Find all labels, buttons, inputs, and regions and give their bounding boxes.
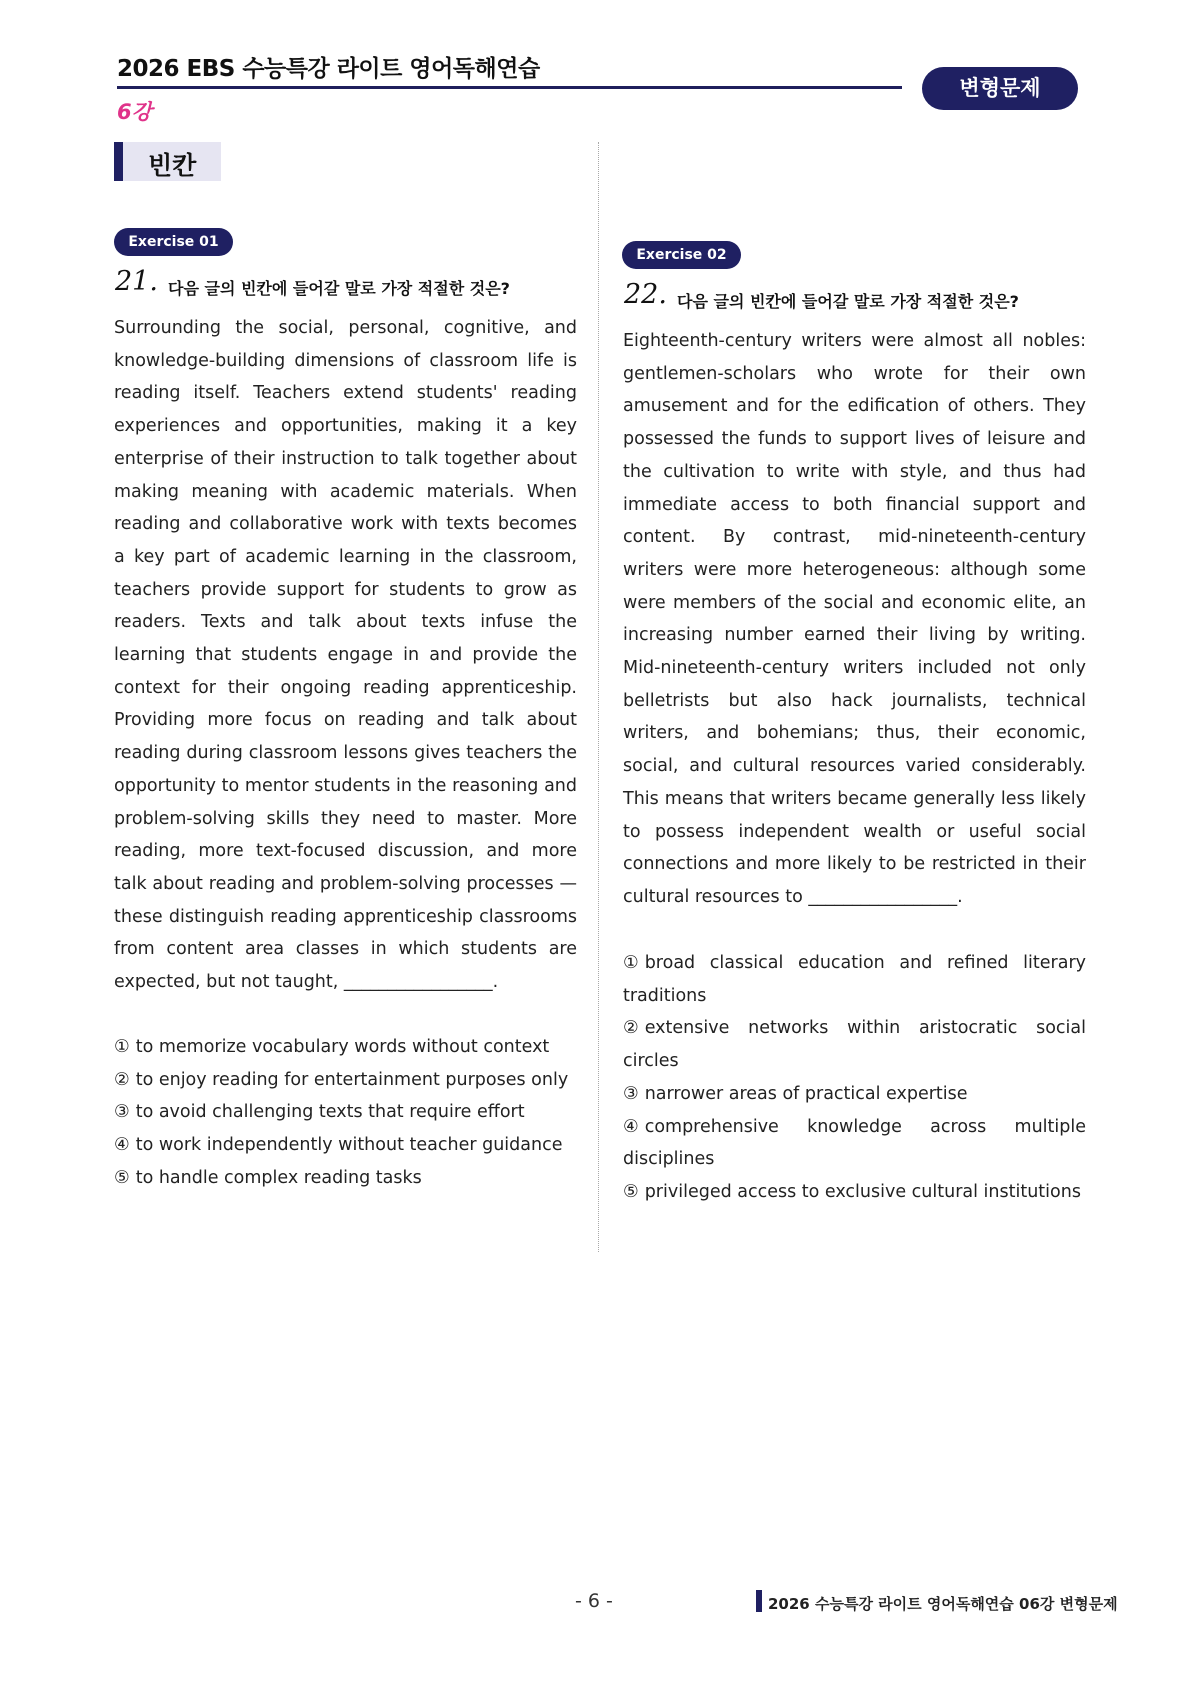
choice-2[interactable]: ② extensive networks within aristocratic social circles [623,1018,1086,1072]
section-heading-bar [114,142,123,181]
choice-3[interactable]: ③ narrower areas of practical expertise [623,1083,968,1104]
column-divider [598,142,599,1252]
lesson-label: 6강 [117,100,152,124]
book-title: 2026 EBS 수능특강 라이트 영어독해연습 [117,56,540,82]
choice-3[interactable]: ③ to avoid challenging texts that require effort [114,1102,525,1123]
page-number: - 6 - [575,1590,613,1612]
question-22-number: 22. [624,279,667,310]
answer-blank: _________________. [808,886,963,907]
question-21-number: 21. [115,266,158,297]
header-rule [117,86,902,89]
variant-badge: 변형문제 [922,67,1078,110]
choice-4[interactable]: ④ to work independently without teacher guidance [114,1135,563,1156]
passage-text: Surrounding the social, personal, cognitive, and knowledge-building dimensions of classroom life is reading itself. Teachers extend students' reading experiences and opportunities, making it a key enterprise of their instruction to talk together about making meaning with academic materials. When reading and collaborative work with texts becomes a key part of academic learning in the classroom, teachers provide support for students to grow as readers. Texts and talk about texts infuse the learning that students engage in and provide the context for their ongoing reading apprenticeship. Providing more focus on reading and talk about reading during classroom lessons gives teachers the opportunity to mentor students in the reasoning and problem-solving skills they need to master. More reading, more text-focused discussion, and more talk about reading and problem-solving processes — these distinguish reading apprenticeship classrooms from content area classes in which students are expected, but not taught, [114,318,577,993]
question-21-passage [114,312,577,999]
choice-1[interactable]: ① to memorize vocabulary words without context [114,1037,550,1057]
footer-bar [756,1590,762,1612]
answer-blank: _________________. [343,972,499,993]
choice-2[interactable]: ② to enjoy reading for entertainment purposes only [114,1069,569,1090]
question-21-prompt: 다음 글의 빈칸에 들어갈 말로 가장 적절한 것은? [168,279,510,298]
question-22-passage [623,325,1086,914]
exercise-01-pill: Exercise 01 [114,228,233,256]
footer-text: 2026 수능특강 라이트 영어독해연습 06강 변형문제 [768,1595,1118,1613]
choice-4[interactable]: ④ comprehensive knowledge across multiple disciplines [623,1116,1086,1170]
exercise-02-pill: Exercise 02 [622,241,741,269]
section-title: 빈칸 [148,151,197,180]
choice-5[interactable]: ⑤ to handle complex reading tasks [114,1167,422,1188]
passage-text: Eighteenth-century writers were almost all nobles: gentlemen-scholars who wrote for their own amusement and for the edification of others. They possessed the funds to support lives of leisure and the cultivation to write with style, and thus had immediate access to both financial support and content. By contrast, mid-nineteenth-century writers were more heterogeneous: although some were members of the social and economic elite, an increasing number earned their living by writing. Mid-nineteenth-century writers included not only belletrists but also hack journalists, technical writers, and bohemians; thus, their economic, social, and cultural resources varied considerably. This means that writers became generally less likely to possess independent wealth or useful social connections and more likely to be restricted in their cultural resources to [623,331,1086,907]
question-22-prompt: 다음 글의 빈칸에 들어갈 말로 가장 적절한 것은? [677,292,1019,311]
question-22-choices [623,947,1086,1209]
choice-1[interactable]: ① broad classical education and refined literary traditions [623,953,1086,1006]
choice-5[interactable]: ⑤ privileged access to exclusive cultural institutions [623,1181,1081,1202]
question-21-choices [114,1031,577,1195]
